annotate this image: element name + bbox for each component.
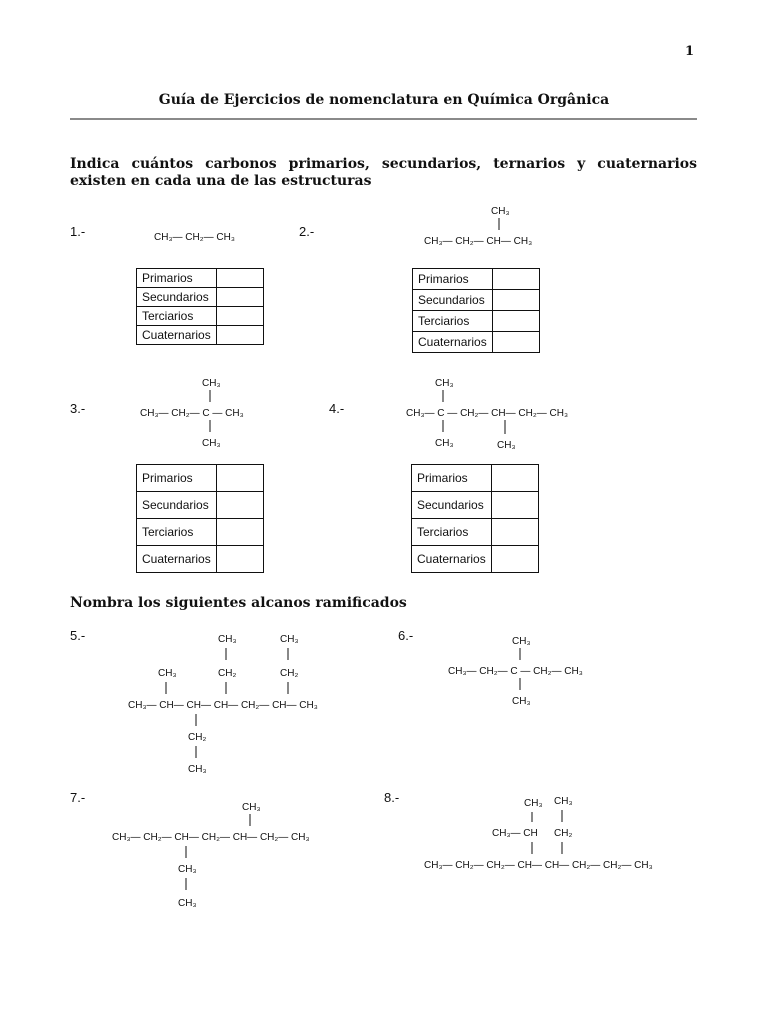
e2-top: CH₃ bbox=[491, 206, 510, 217]
exercise-8-structure bbox=[424, 792, 684, 876]
label-terciarios: Terciarios bbox=[137, 307, 217, 326]
label-primarios: Primarios bbox=[412, 465, 492, 492]
e7-main-chain: CH₃— CH₂— CH— CH₂— CH— CH₂— CH₃ bbox=[112, 832, 310, 843]
exercise-6-number: 6.- bbox=[398, 628, 414, 643]
exercise-4-table bbox=[411, 464, 539, 573]
e5-sub-2: CH₃ bbox=[188, 764, 207, 775]
exercise-2-number: 2.- bbox=[299, 224, 315, 239]
page-number: 1 bbox=[684, 44, 694, 59]
answer-cell[interactable] bbox=[216, 269, 263, 288]
e3-top: CH₃ bbox=[202, 378, 221, 389]
label-cuaternarios: Cuaternarios bbox=[413, 332, 493, 353]
exercise-7-number: 7.- bbox=[70, 790, 86, 805]
answer-cell[interactable] bbox=[491, 519, 538, 546]
e7-top: CH₃ bbox=[242, 802, 261, 813]
answer-cell[interactable] bbox=[216, 307, 263, 326]
answer-cell[interactable] bbox=[491, 546, 538, 573]
exercise-3-table bbox=[136, 464, 264, 573]
answer-cell[interactable] bbox=[216, 492, 263, 519]
label-cuaternarios: Cuaternarios bbox=[137, 326, 217, 345]
e7-sub-1: CH₃ bbox=[178, 864, 197, 875]
answer-cell[interactable] bbox=[216, 546, 263, 573]
e5-top-2: CH₃ bbox=[280, 634, 299, 645]
answer-cell[interactable] bbox=[216, 465, 263, 492]
answer-cell[interactable] bbox=[216, 519, 263, 546]
e6-main-chain: CH₃— CH₂— C — CH₂— CH₃ bbox=[448, 666, 583, 677]
e7-sub-2: CH₃ bbox=[178, 898, 197, 909]
section1-heading: Indica cuántos carbonos primarios, secundarios, ternarios y cuaternarios existen en cada una de las estructuras bbox=[70, 156, 697, 189]
answer-cell[interactable] bbox=[216, 326, 263, 345]
document-title: Guía de Ejercicios de nomenclatura en Química Orgânica bbox=[158, 92, 610, 108]
e4-bottom-1: CH₃ bbox=[435, 438, 454, 449]
label-primarios: Primarios bbox=[413, 269, 493, 290]
e5-main-chain: CH₃— CH— CH— CH— CH₂— CH— CH₃ bbox=[128, 700, 318, 711]
answer-cell[interactable] bbox=[492, 269, 539, 290]
e8-mid-2: CH₂ bbox=[554, 828, 573, 839]
label-secundarios: Secundarios bbox=[137, 492, 217, 519]
section2-heading: Nombra los siguientes alcanos ramificados bbox=[70, 595, 407, 611]
label-secundarios: Secundarios bbox=[412, 492, 492, 519]
label-cuaternarios: Cuaternarios bbox=[137, 546, 217, 573]
exercise-1-number: 1.- bbox=[70, 224, 86, 239]
e8-top-2: CH₃ bbox=[554, 796, 573, 807]
label-terciarios: Terciarios bbox=[137, 519, 217, 546]
answer-cell[interactable] bbox=[216, 288, 263, 307]
e6-top: CH₃ bbox=[512, 636, 531, 647]
exercise-5-number: 5.- bbox=[70, 628, 86, 643]
label-cuaternarios: Cuaternarios bbox=[412, 546, 492, 573]
exercise-4-structure bbox=[406, 372, 596, 454]
answer-cell[interactable] bbox=[492, 332, 539, 353]
exercise-7-structure bbox=[112, 796, 342, 914]
label-primarios: Primarios bbox=[137, 465, 217, 492]
e8-main-chain: CH₃— CH₂— CH₂— CH— CH— CH₂— CH₂— CH₃ bbox=[424, 860, 653, 871]
e5-top-1: CH₃ bbox=[218, 634, 237, 645]
answer-cell[interactable] bbox=[491, 465, 538, 492]
exercise-5-structure bbox=[128, 628, 348, 778]
label-secundarios: Secundarios bbox=[137, 288, 217, 307]
e6-bottom: CH₃ bbox=[512, 696, 531, 707]
label-terciarios: Terciarios bbox=[413, 311, 493, 332]
exercise-8-number: 8.- bbox=[384, 790, 400, 805]
exercise-4-number: 4.- bbox=[329, 401, 345, 416]
e4-main-chain: CH₃— C — CH₂— CH— CH₂— CH₃ bbox=[406, 408, 569, 419]
exercise-1-table bbox=[136, 268, 264, 345]
e3-main-chain: CH₃— CH₂— C — CH₃ bbox=[140, 408, 244, 419]
e4-bottom-2: CH₃ bbox=[497, 440, 516, 451]
label-secundarios: Secundarios bbox=[413, 290, 493, 311]
e8-top-1: CH₃ bbox=[524, 798, 543, 809]
answer-cell[interactable] bbox=[492, 311, 539, 332]
exercise-3-number: 3.- bbox=[70, 401, 86, 416]
exercise-2-structure bbox=[424, 200, 564, 256]
label-primarios: Primarios bbox=[137, 269, 217, 288]
exercise-1-structure bbox=[154, 226, 274, 246]
e2-main-chain: CH₃— CH₂— CH— CH₃ bbox=[424, 236, 533, 247]
exercise-2-table bbox=[412, 268, 540, 353]
e1-main-chain: CH₃— CH₂— CH₃ bbox=[154, 232, 235, 243]
e5-mid-1: CH₃ bbox=[158, 668, 177, 679]
e5-sub-1: CH₂ bbox=[188, 732, 207, 743]
e3-bottom: CH₃ bbox=[202, 438, 221, 449]
title-divider bbox=[70, 118, 697, 120]
answer-cell[interactable] bbox=[491, 492, 538, 519]
e5-mid-2: CH₂ bbox=[218, 668, 237, 679]
exercise-3-structure bbox=[140, 372, 270, 452]
e8-mid-1: CH₃— CH bbox=[492, 828, 538, 839]
e5-mid-3: CH₂ bbox=[280, 668, 299, 679]
answer-cell[interactable] bbox=[492, 290, 539, 311]
label-terciarios: Terciarios bbox=[412, 519, 492, 546]
e4-top: CH₃ bbox=[435, 378, 454, 389]
exercise-6-structure bbox=[448, 630, 608, 712]
